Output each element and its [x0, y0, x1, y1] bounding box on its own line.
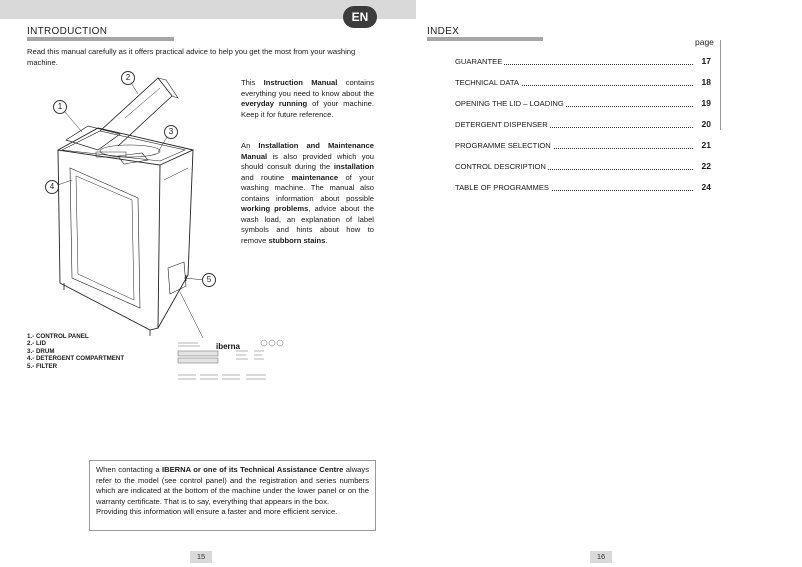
- index-title-underline: [427, 37, 543, 41]
- index-entry[interactable]: [455, 99, 711, 111]
- installation-manual-paragraph: An Installation and Maintenance Manual is also provided which you should consult during the installation and routine maintenance of your washing machine. The manual also contains information about possible working problems, advice about the wash load, an explanation of label symbols and hints about how to remove stubborn stains.: [241, 141, 374, 245]
- index-entry-page: 19: [701, 98, 711, 108]
- contact-info-box: [89, 460, 376, 531]
- intro-paragraph: Read this manual carefully as it offers practical advice to help you get the most from your washing machine.: [27, 47, 356, 67]
- page-column-rule: [720, 40, 721, 130]
- index-title: INDEX: [427, 26, 460, 37]
- index-entry-page: 18: [701, 77, 711, 87]
- callout-5: 5: [202, 273, 216, 287]
- part-item: 1.- CONTROL PANEL: [27, 333, 89, 340]
- index-entry-page: 22: [701, 161, 711, 171]
- index-entry-page: 20: [701, 119, 711, 129]
- index-entry-label: CONTROL DESCRIPTION: [455, 162, 546, 171]
- language-badge: EN: [343, 6, 377, 28]
- index-entry[interactable]: [455, 183, 711, 195]
- page-column-label: page: [695, 37, 714, 47]
- part-item: 3.- DRUM: [27, 347, 55, 355]
- page-number-right: 16: [590, 551, 612, 563]
- contact-text: When contacting a IBERNA or one of its Technical Assistance Centre always refer to the model (see control panel) and the registration and series numbers which are indicated at the bottom of the machine under the lower panel or on the warranty certificate. That is to say, everything that appears in the box. Providing this information will ensure a faster and more efficient service.: [96, 465, 369, 516]
- index-entry-page: 17: [701, 56, 711, 66]
- intro-title: INTRODUCTION: [27, 26, 108, 37]
- callout-4: 4: [45, 180, 59, 194]
- index-entry-label: TECHNICAL DATA: [455, 78, 519, 87]
- index-entry-page: 24: [701, 182, 711, 192]
- index-entry-label: TABLE OF PROGRAMMES: [455, 183, 549, 192]
- index-entry-label: GUARANTEE: [455, 57, 503, 66]
- index-entry[interactable]: [455, 162, 711, 174]
- callout-2: 2: [121, 71, 135, 85]
- part-item: 4.- DETERGENT COMPARTMENT: [27, 355, 125, 363]
- index-entry[interactable]: [455, 78, 711, 90]
- page-number-left: 15: [190, 551, 212, 563]
- index-entry[interactable]: [455, 141, 711, 153]
- instruction-manual-paragraph: This Instruction Manual contains everything you need to know about the everyday running of your machine. Keep it for future reference.: [241, 78, 374, 119]
- intro-title-underline: [27, 37, 174, 41]
- part-item: 2.- LID: [27, 340, 46, 348]
- callout-3: 3: [164, 125, 178, 139]
- part-item: 5.- FILTER: [27, 362, 58, 370]
- index-entry[interactable]: [455, 120, 711, 132]
- parts-legend: [27, 333, 124, 370]
- callout-1: 1: [53, 100, 67, 114]
- index-entry-label: DETERGENT DISPENSER: [455, 120, 548, 129]
- plate-brand-logo: iberna: [216, 342, 241, 351]
- rating-plate-illustration: [176, 337, 284, 387]
- index-entry[interactable]: [455, 57, 711, 69]
- index-entry-label: PROGRAMME SELECTION: [455, 141, 551, 150]
- index-entry-label: OPENING THE LID – LOADING: [455, 99, 564, 108]
- index-entry-page: 21: [701, 140, 711, 150]
